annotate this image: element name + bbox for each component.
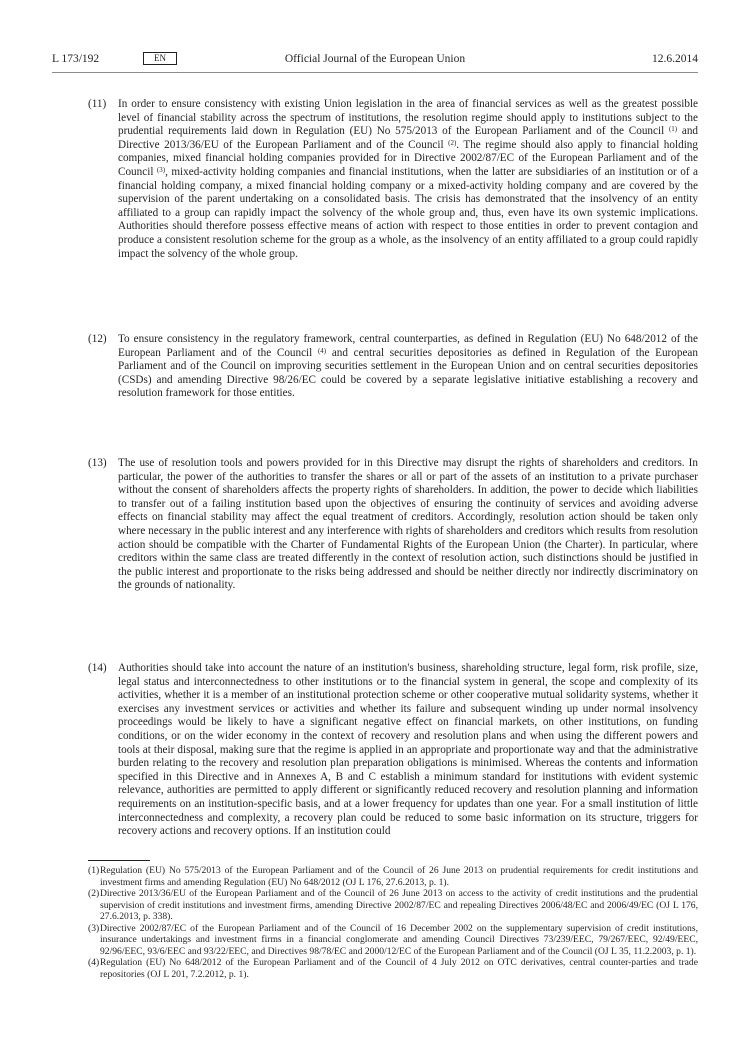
recital-number: (11) <box>88 98 107 110</box>
publication-date: 12.6.2014 <box>652 53 698 65</box>
recital-text: In order to ensure consistency with existing Union legislation in the area of financial services as well as the greatest possible level of financial stability across the spectrum of institutions, the resolution regime should apply to institutions subject to the prudential requirements laid down in Regulation (EU) No 575/2013 of the European Parliament and of the Council $^{(1)}$ and Directive 2013/36/EU of the European Parliament and of the Council $^{(2)}$. The regime should also apply to financial holding companies, mixed financial holding companies provided for in Directive 2002/87/EC of the European Parliament and of the Council $^{(3)}$, mixed-activity holding companies and financial institutions, when the latter are subsidiaries of an institution or of a financial holding company, a mixed financial holding company or a mixed-activity holding company and are covered by the supervision of the parent undertaking on a consolidated basis. The crisis has demonstrated that the insolvency of an entity affiliated to a group can rapidly impact the solvency of the whole group and, thus, even have its own systemic implications. Authorities should therefore possess effective means of action with respect to those entities in order to prevent contagion and produce a consistent resolution scheme for the group as a whole, as the insolvency of an entity affiliated to a group could rapidly impact the solvency of the whole group. <box>118 98 699 260</box>
language-badge: EN <box>143 52 177 65</box>
recital-text: Authorities should take into account the nature of an institution's business, shareholding structure, legal form, risk profile, size, legal status and interconnectedness to other institutions or to the financial system in general, the scope and complexity of its activities, whether it is a member of an institutional protection scheme or other cooperative mutual solidarity systems, whether it exercises any investment services or activities and whether its failure and subsequent winding up under normal insolvency proceedings would be likely to have a significant negative effect on financial markets, on other institutions, on funding conditions, or on the wider economy in the context of recovery and resolution plans and when using the different powers and tools at their disposal, making sure that the regime is applied in an appropriate and proportionate way and that the administrative burden relating to the recovery and resolution plan preparation obligations is minimised. Whereas the contents and information specified in this Directive and in Annexes A, B and C establish a minimum standard for institutions with evident systemic relevance, authorities are permitted to apply different or significantly reduced recovery and resolution planning and information requirements on an institution-specific basis, and at a lower frequency for updates than one year. For a small institution of little interconnectedness and complexity, a recovery plan could be reduced to some basic information on its structure, triggers for recovery actions and recovery options. If an institution could <box>118 662 698 838</box>
footnote-ref[interactable]: (3) <box>156 165 166 174</box>
footnote-3 <box>88 923 698 958</box>
footnote-ref[interactable]: (4) <box>317 346 327 355</box>
footnote-text: Directive 2013/36/EU of the European Parliament and of the Council of 26 June 2013 on access to the activity of credit institutions and the prudential supervision of credit institutions and investment firms, amending Directive 2002/87/EC and repealing Directives 2006/48/EC and 2006/49/EC (OJ L 176, 27.6.2013, p. 338). <box>100 888 698 922</box>
recital-number: (14) <box>88 662 107 674</box>
recital-14 <box>88 662 698 839</box>
recital-13 <box>88 457 698 593</box>
footnote-ref[interactable]: (2) <box>448 138 457 147</box>
footnote-marker: (2) <box>88 888 100 899</box>
footnote-marker: (1) <box>88 865 100 876</box>
page-reference: L 173/192 <box>52 53 100 65</box>
footnote-text: Regulation (EU) No 575/2013 of the European Parliament and of the Council of 26 June 2013 on prudential requirements for credit institutions and investment firms and amending Regulation (EU) No 648/2012 (OJ L 176, 27.6.2013, p. 1). <box>100 865 698 888</box>
footnote-ref[interactable]: (1) <box>668 125 678 134</box>
footnote-1 <box>88 865 698 888</box>
recital-text: The use of resolution tools and powers provided for in this Directive may disrupt the rights of shareholders and creditors. In particular, the power of the authorities to transfer the shares or all or part of the assets of an institution to a private purchaser without the consent of shareholders affects the property rights of shareholders. In addition, the power to decide which liabilities to transfer out of a failing institution based upon the objectives of ensuring the continuity of services and avoiding adverse effects on financial stability may affect the equal treatment of creditors. Accordingly, resolution action should be taken only where necessary in the public interest and any interference with rights of shareholders and creditors which results from resolution action should be compatible with the Charter of Fundamental Rights of the European Union (the Charter). In particular, where creditors within the same class are treated differently in the context of resolution action, such distinctions should be justified in the public interest and proportionate to the risks being addressed and should be neither directly nor indirectly discriminatory on the grounds of nationality. <box>118 457 698 592</box>
page-header <box>52 50 698 73</box>
footnote-text: Regulation (EU) No 648/2012 of the European Parliament and of the Council of 4 July 2012 on OTC derivatives, central counter-parties and trade repositories (OJ L 201, 7.2.2012, p. 1). <box>100 957 698 980</box>
recital-11 <box>88 98 698 261</box>
footnote-marker: (4) <box>88 957 100 968</box>
footnote-text: Directive 2002/87/EC of the European Parliament and of the Council of 16 December 2002 on the supplementary supervision of credit institutions, insurance undertakings and investment firms in a financial conglomerate and amending Council Directives 73/239/EEC, 79/267/EEC, 92/49/EEC, 92/96/EEC, 93/6/EEC and 93/22/EEC, and Directives 98/78/EC and 2000/12/EC of the European Parliament and of the Council (OJ L 35, 11.2.2003, p. 1). <box>100 922 698 957</box>
footnotes <box>88 865 698 980</box>
recital-number: (12) <box>88 333 107 345</box>
footnote-marker: (3) <box>88 922 100 934</box>
recital-text: To ensure consistency in the regulatory framework, central counterparties, as defined in Regulation (EU) No 648/2012 of the European Parliament and of the Council $^{(4)}$ and central securities depositories as defined in Regulation of the European Parliament and of the Council on improving securities settlement in the European Union and on central securities depositories (CSDs) and amending Directive 98/26/EC could be covered by a separate legislative initiative establishing a recovery and resolution framework for those entities. <box>118 333 698 400</box>
footnote-4 <box>88 957 698 980</box>
journal-title: Official Journal of the European Union <box>284 53 466 65</box>
footnote-2 <box>88 888 698 923</box>
recital-number: (13) <box>88 457 107 469</box>
footnote-divider <box>88 860 150 861</box>
recital-12 <box>88 333 698 401</box>
